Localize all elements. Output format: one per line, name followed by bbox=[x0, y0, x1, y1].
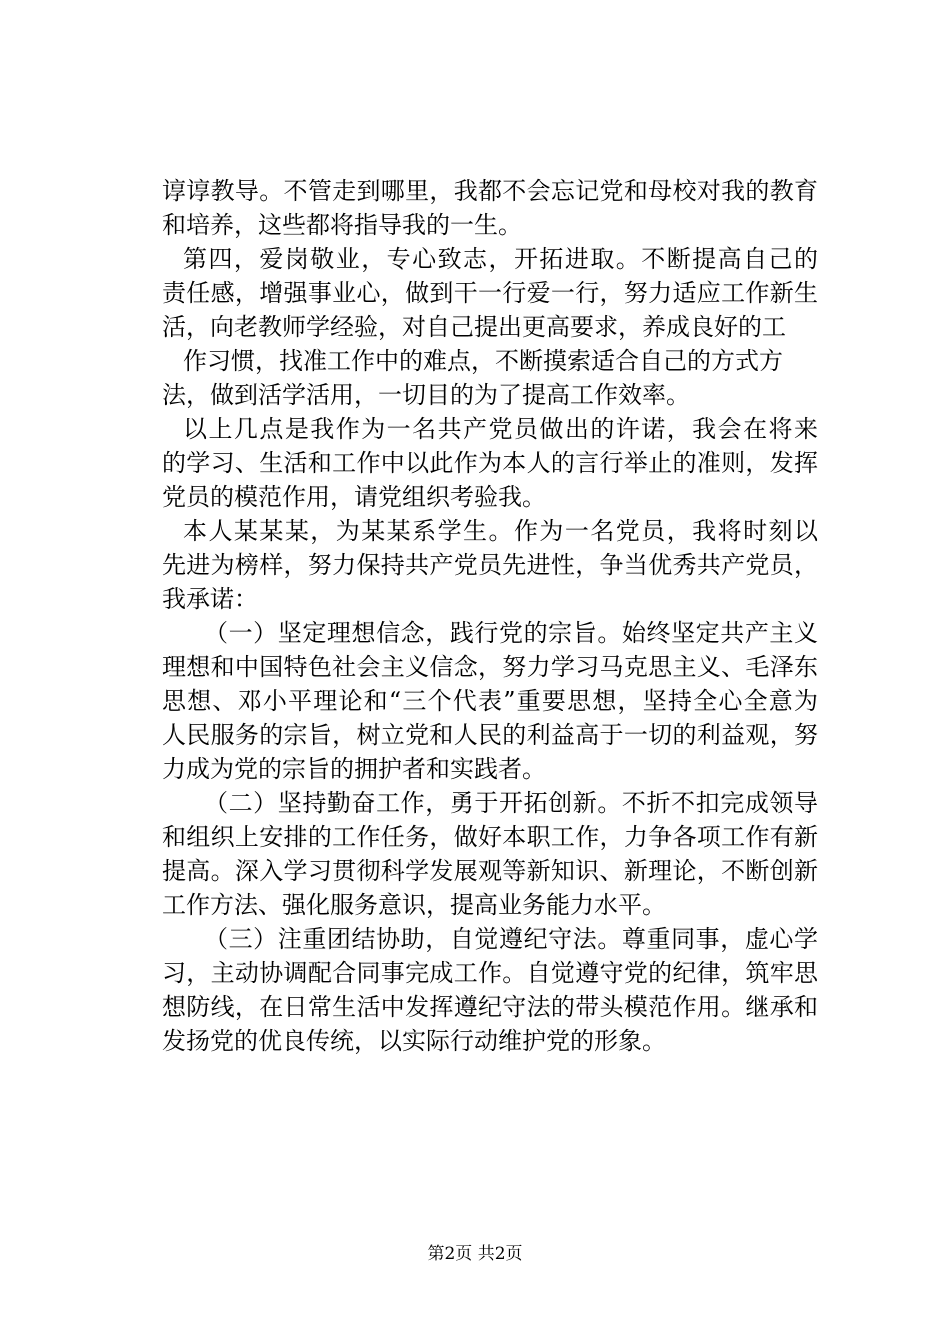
text-line: 本人某某某，为某某系学生。作为一名党员，我将时刻以 bbox=[183, 517, 818, 545]
page-number-footer: 第2页 共2页 bbox=[427, 1244, 523, 1264]
text-line: 工作方法、强化服务意识，提高业务能力水平。 bbox=[162, 891, 666, 919]
text-line: 先进为榜样，努力保持共产党员先进性，争当优秀共产党员， bbox=[162, 551, 818, 579]
text-line: 人民服务的宗旨，树立党和人民的利益高于一切的利益观，努 bbox=[162, 721, 818, 749]
text-line: 习，主动协调配合同事完成工作。自觉遵守党的纪律，筑牢思 bbox=[162, 959, 818, 987]
text-line: 提高。深入学习贯彻科学发展观等新知识、新理论，不断创新 bbox=[162, 857, 818, 885]
text-line: 法，做到活学活用，一切目的为了提高工作效率。 bbox=[162, 381, 690, 409]
text-line: （二）坚持勤奋工作，勇于开拓创新。不折不扣完成领导 bbox=[204, 789, 818, 817]
text-line: 的学习、生活和工作中以此作为本人的言行举止的准则，发挥 bbox=[162, 449, 818, 477]
text-line: 思想、邓小平理论和“三个代表”重要思想，坚持全心全意为 bbox=[162, 687, 818, 715]
text-line: 谆谆教导。不管走到哪里，我都不会忘记党和母校对我的教育 bbox=[162, 177, 818, 205]
text-line: 力成为党的宗旨的拥护者和实践者。 bbox=[162, 755, 546, 783]
text-line: 责任感，增强事业心，做到干一行爱一行，努力适应工作新生 bbox=[162, 279, 818, 307]
text-line: （三）注重团结协助，自觉遵纪守法。尊重同事，虚心学 bbox=[204, 925, 818, 953]
text-line: 想防线，在日常生活中发挥遵纪守法的带头模范作用。继承和 bbox=[162, 993, 818, 1021]
text-line: 作习惯，找准工作中的难点，不断摸索适合自己的方式方 bbox=[183, 347, 783, 375]
text-line: 发扬党的优良传统，以实际行动维护党的形象。 bbox=[162, 1027, 666, 1055]
text-line: 以上几点是我作为一名共产党员做出的许诺，我会在将来 bbox=[183, 415, 818, 443]
text-line: 和培养，这些都将指导我的一生。 bbox=[162, 211, 522, 239]
text-line: 活，向老教师学经验，对自己提出更高要求，养成良好的工 bbox=[162, 313, 786, 341]
text-line: （一）坚定理想信念，践行党的宗旨。始终坚定共产主义 bbox=[204, 619, 818, 647]
text-line: 党员的模范作用，请党组织考验我。 bbox=[162, 483, 546, 511]
text-line: 和组织上安排的工作任务，做好本职工作，力争各项工作有新 bbox=[162, 823, 818, 851]
text-line: 第四，爱岗敬业，专心致志，开拓进取。不断提高自己的 bbox=[183, 245, 818, 273]
text-line: 我承诺： bbox=[162, 585, 258, 613]
text-line: 理想和中国特色社会主义信念，努力学习马克思主义、毛泽东 bbox=[162, 653, 818, 681]
document-body bbox=[162, 174, 818, 1058]
